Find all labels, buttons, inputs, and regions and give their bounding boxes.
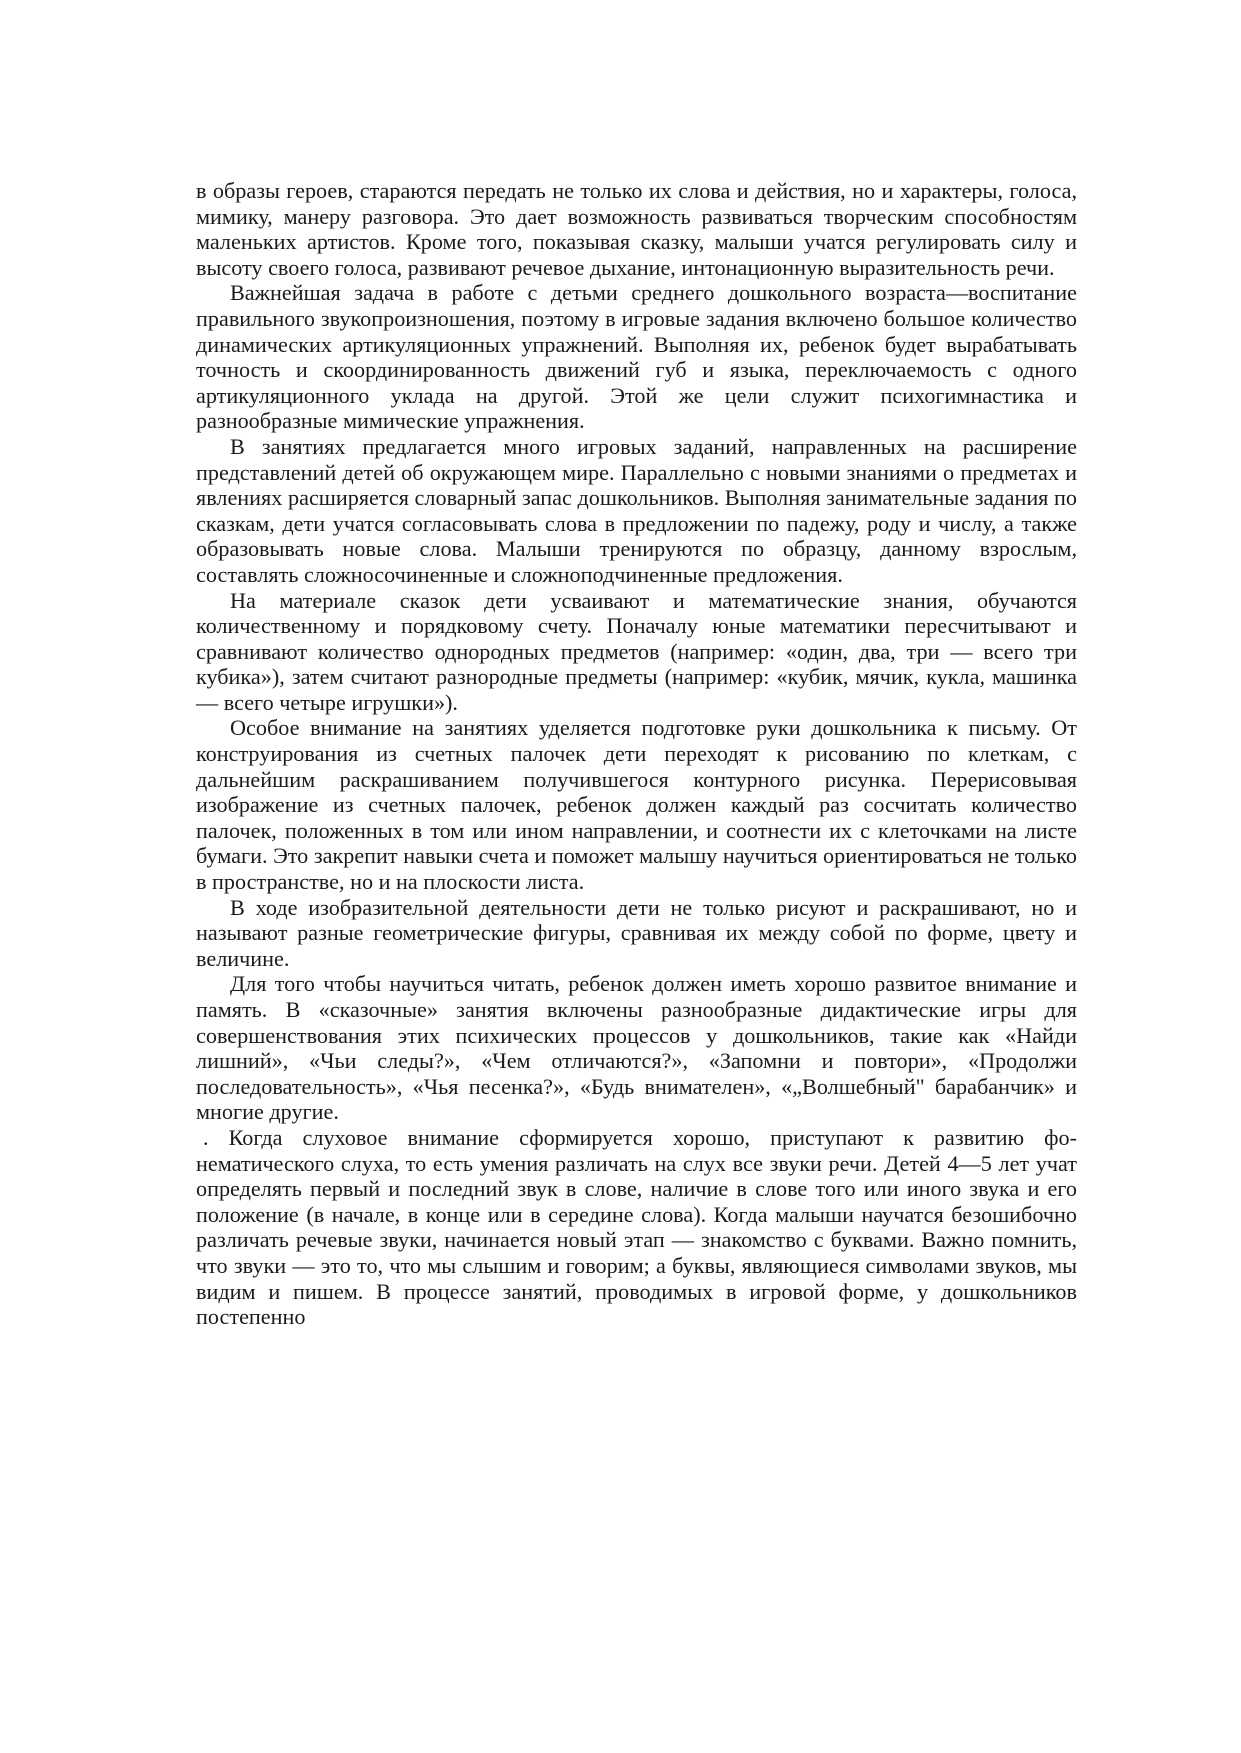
paragraph: в образы героев, стараются передать не только их слова и действия, но и характеры, голоса, мимику, манеру разговора. Это дает возможность развиваться творческим способностям маленьких артистов. Кроме того, показывая сказку, малыши учатся регулировать силу и высоту своего голоса, развивают речевое дыхание, интонационную выразительность речи.: [196, 178, 1077, 280]
paragraph: В ходе изобразительной деятельности дети не только рисуют и раскрашивают, но и называют разные геометрические фигуры, сравнивая их между собой по форме, цвету и величине.: [196, 894, 1077, 971]
paragraph: На материале сказок дети усваивают и математические знания, обучаются количественному и порядковому счету. Поначалу юные математики пересчитывают и сравнивают количество однородных предметов (например: «один, два, три — всего три кубика»), затем считают разнородные предметы (например: «кубик, мячик, кукла, машинка — всего четыре игрушки»).: [196, 587, 1077, 715]
body-text: [196, 178, 1077, 1330]
paragraph: Особое внимание на занятиях уделяется подготовке руки дошкольника к письму. От конструирования из счетных палочек дети переходят к рисованию по клеткам, с дальнейшим раскрашиванием получившегося контурного рисунка. Перерисовывая изображение из счетных палочек, ребенок должен каждый раз сосчитать количество палочек, положенных в том или ином направлении, и соотнести их с клеточками на листе бумаги. Это закрепит навыки счета и поможет малышу научиться ориентироваться не только в пространстве, но и на плоскости листа.: [196, 715, 1077, 895]
paragraph: Важнейшая задача в работе с детьми среднего дошкольного возраста—воспитание правильного звукопроизношения, поэтому в игровые задания включено большое количество динамических артикуляционных упражнений. Выполняя их, ребенок будет вырабатывать точность и скоординированность движений губ и языка, переключаемость с одного артикуляционного уклада на другой. Этой же цели служит психогимнастика и разнообразные мимические упражнения.: [196, 280, 1077, 434]
paragraph: . Когда слуховое внимание сформируется хорошо, приступают к развитию фонематического слуха, то есть умения различать на слух все звуки речи. Детей 4—5 лет учат определять первый и последний звук в слове, наличие в слове того или иного звука и его положение (в начале, в конце или в середине слова). Когда малыши научатся безошибочно различать речевые звуки, начинается новый этап — знакомство с буквами. Важно помнить, что звуки — это то, что мы слышим и говорим; а буквы, являющиеся символами звуков, мы видим и пишем. В процессе занятий, проводимых в игровой форме, у дошкольников постепенно: [196, 1124, 1077, 1330]
paragraph: Для того чтобы научиться читать, ребенок должен иметь хорошо развитое внимание и память. В «сказочные» занятия включены разнообразные дидактические игры для совершенствования этих психических процессов у дошкольников, такие как «Найди лишний», «Чьи следы?», «Чем отличаются?», «Запомни и повтори», «Продолжи последовательность», «Чья песенка?», «Будь внимателен», «„Волшебный" барабанчик» и многие другие.: [196, 971, 1077, 1125]
paragraph: В занятиях предлагается много игровых заданий, направленных на расширение представлений детей об окружающем мире. Параллельно с новыми знаниями о предметах и явлениях расширяется словарный запас дошкольников. Выполняя занимательные задания по сказкам, дети учатся согласовывать слова в предложении по падежу, роду и числу, а также образовывать новые слова. Малыши тренируются по образцу, данному взрослым, составлять сложносочиненные и сложноподчиненные предложения.: [196, 433, 1077, 587]
